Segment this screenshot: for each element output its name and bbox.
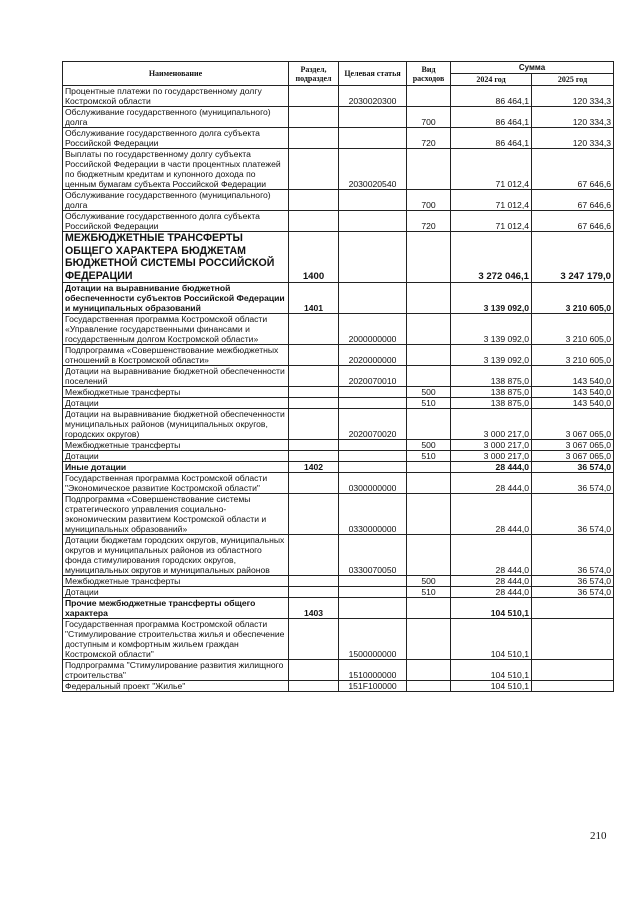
- row-type: 510: [407, 451, 451, 462]
- table-body: [63, 86, 614, 692]
- row-name: Дотации: [63, 451, 289, 462]
- row-type: [407, 283, 451, 314]
- row-sum-2025: 36 574,0: [532, 473, 614, 494]
- row-type: [407, 462, 451, 473]
- row-type: 510: [407, 587, 451, 598]
- row-target: 2020070020: [339, 409, 407, 440]
- table-row: [63, 619, 614, 660]
- row-name: Подпрограмма "Стимулирование развития жилищного строительства": [63, 660, 289, 681]
- header-2025: 2025 год: [532, 74, 614, 86]
- row-sum-2024: 3 272 046,1: [451, 232, 532, 283]
- row-type: [407, 681, 451, 692]
- row-section: [289, 86, 339, 107]
- row-sum-2025: [532, 619, 614, 660]
- table-row: [63, 345, 614, 366]
- row-name: Прочие межбюджетные трансферты общего характера: [63, 598, 289, 619]
- row-sum-2024: 28 444,0: [451, 494, 532, 535]
- row-sum-2024: 138 875,0: [451, 398, 532, 409]
- row-target: [339, 440, 407, 451]
- row-sum-2025: 120 334,3: [532, 86, 614, 107]
- row-sum-2025: 3 247 179,0: [532, 232, 614, 283]
- row-type: [407, 660, 451, 681]
- row-target: [339, 283, 407, 314]
- row-type: [407, 598, 451, 619]
- header-section: Раздел, подраздел: [289, 62, 339, 86]
- row-sum-2024: 86 464,1: [451, 86, 532, 107]
- row-section: [289, 494, 339, 535]
- row-name: Дотации: [63, 398, 289, 409]
- row-target: 2030020540: [339, 149, 407, 190]
- table-row: [63, 462, 614, 473]
- row-type: [407, 232, 451, 283]
- row-sum-2024: 3 139 092,0: [451, 345, 532, 366]
- header-name: Наименование: [63, 62, 289, 86]
- row-name: Межбюджетные трансферты: [63, 387, 289, 398]
- row-sum-2025: 120 334,3: [532, 107, 614, 128]
- row-sum-2024: 28 444,0: [451, 576, 532, 587]
- table-row: [63, 681, 614, 692]
- table-row: [63, 232, 614, 283]
- row-sum-2024: 71 012,4: [451, 211, 532, 232]
- row-sum-2024: 71 012,4: [451, 190, 532, 211]
- row-section: [289, 128, 339, 149]
- row-target: 1510000000: [339, 660, 407, 681]
- row-target: 0330000000: [339, 494, 407, 535]
- row-sum-2025: 143 540,0: [532, 398, 614, 409]
- table-row: [63, 440, 614, 451]
- row-type: 500: [407, 387, 451, 398]
- row-section: [289, 314, 339, 345]
- row-type: [407, 473, 451, 494]
- row-sum-2024: 71 012,4: [451, 149, 532, 190]
- row-sum-2025: 67 646,6: [532, 190, 614, 211]
- row-target: 0330070050: [339, 535, 407, 576]
- row-section: [289, 345, 339, 366]
- row-sum-2024: 104 510,1: [451, 681, 532, 692]
- row-section: [289, 451, 339, 462]
- row-section: [289, 211, 339, 232]
- row-sum-2025: 67 646,6: [532, 211, 614, 232]
- row-name: Обслуживание государственного (муниципального) долга: [63, 107, 289, 128]
- header-type: Вид расходов: [407, 62, 451, 86]
- row-type: 720: [407, 128, 451, 149]
- row-target: [339, 211, 407, 232]
- row-target: [339, 462, 407, 473]
- row-section: [289, 473, 339, 494]
- row-type: 700: [407, 190, 451, 211]
- row-name: Дотации на выравнивание бюджетной обеспеченности поселений: [63, 366, 289, 387]
- row-sum-2025: 36 574,0: [532, 576, 614, 587]
- row-target: 1500000000: [339, 619, 407, 660]
- row-type: 500: [407, 576, 451, 587]
- row-type: [407, 494, 451, 535]
- row-target: 2020070010: [339, 366, 407, 387]
- row-sum-2024: 86 464,1: [451, 128, 532, 149]
- row-type: [407, 345, 451, 366]
- row-target: [339, 232, 407, 283]
- row-sum-2025: 3 210 605,0: [532, 345, 614, 366]
- row-type: [407, 409, 451, 440]
- row-section: [289, 619, 339, 660]
- row-name: Подпрограмма «Совершенствование межбюджетных отношений в Костромской области»: [63, 345, 289, 366]
- row-name: Обслуживание государственного долга субъекта Российской Федерации: [63, 128, 289, 149]
- table-row: [63, 128, 614, 149]
- row-target: [339, 398, 407, 409]
- row-sum-2024: 104 510,1: [451, 660, 532, 681]
- row-sum-2024: 3 139 092,0: [451, 283, 532, 314]
- row-sum-2024: 28 444,0: [451, 587, 532, 598]
- row-target: 0300000000: [339, 473, 407, 494]
- row-type: 720: [407, 211, 451, 232]
- table-row: [63, 494, 614, 535]
- row-target: [339, 190, 407, 211]
- row-name: Процентные платежи по государственному долгу Костромской области: [63, 86, 289, 107]
- table-row: [63, 398, 614, 409]
- row-section: [289, 387, 339, 398]
- row-sum-2025: 3 067 065,0: [532, 451, 614, 462]
- row-name: Подпрограмма «Совершенствование системы стратегического управления социально-экономическим развитием Костромской области и муниципальных образований»: [63, 494, 289, 535]
- row-sum-2025: 143 540,0: [532, 366, 614, 387]
- table-row: [63, 473, 614, 494]
- row-sum-2025: 3 067 065,0: [532, 440, 614, 451]
- row-section: [289, 107, 339, 128]
- table-row: [63, 107, 614, 128]
- row-sum-2025: [532, 681, 614, 692]
- row-type: 700: [407, 107, 451, 128]
- row-name: Выплаты по государственному долгу субъекта Российской Федерации в части процентных платежей по бюджетным кредитам и купонного дохода по ценным бумагам субъекта Российской Федерации: [63, 149, 289, 190]
- row-sum-2025: 3 067 065,0: [532, 409, 614, 440]
- row-name: Государственная программа Костромской области «Управление государственными финансами и государственным долгом Костромской области»: [63, 314, 289, 345]
- table-row: [63, 598, 614, 619]
- row-target: [339, 587, 407, 598]
- row-name: Межбюджетные трансферты: [63, 440, 289, 451]
- row-sum-2025: 67 646,6: [532, 149, 614, 190]
- row-sum-2024: 138 875,0: [451, 387, 532, 398]
- row-name: Дотации на выравнивание бюджетной обеспеченности субъектов Российской Федерации и муниципальных образований: [63, 283, 289, 314]
- row-sum-2024: 104 510,1: [451, 598, 532, 619]
- table-row: [63, 283, 614, 314]
- row-type: [407, 366, 451, 387]
- row-section: [289, 190, 339, 211]
- row-type: 500: [407, 440, 451, 451]
- row-sum-2024: 138 875,0: [451, 366, 532, 387]
- row-section: [289, 398, 339, 409]
- row-target: [339, 387, 407, 398]
- row-type: 510: [407, 398, 451, 409]
- header-2024: 2024 год: [451, 74, 532, 86]
- row-sum-2025: 36 574,0: [532, 535, 614, 576]
- row-name: Обслуживание государственного (муниципального) долга: [63, 190, 289, 211]
- row-sum-2024: 3 000 217,0: [451, 440, 532, 451]
- row-sum-2024: 28 444,0: [451, 462, 532, 473]
- row-sum-2024: 3 000 217,0: [451, 409, 532, 440]
- row-type: [407, 535, 451, 576]
- row-target: [339, 451, 407, 462]
- header-target: Целевая статья: [339, 62, 407, 86]
- row-target: [339, 598, 407, 619]
- table-row: [63, 211, 614, 232]
- row-name: Обслуживание государственного долга субъекта Российской Федерации: [63, 211, 289, 232]
- row-sum-2025: [532, 598, 614, 619]
- table-row: [63, 314, 614, 345]
- row-target: 2020000000: [339, 345, 407, 366]
- row-target: [339, 107, 407, 128]
- row-type: [407, 314, 451, 345]
- budget-table: [62, 61, 614, 692]
- row-sum-2025: 3 210 605,0: [532, 283, 614, 314]
- table-row: [63, 660, 614, 681]
- row-target: 151F100000: [339, 681, 407, 692]
- table-row: [63, 576, 614, 587]
- row-section: [289, 576, 339, 587]
- row-name: Дотации на выравнивание бюджетной обеспеченности муниципальных районов (муниципальных округов, городских округов): [63, 409, 289, 440]
- page-number: 210: [590, 830, 607, 842]
- row-section: [289, 366, 339, 387]
- row-sum-2025: 36 574,0: [532, 587, 614, 598]
- row-sum-2024: 28 444,0: [451, 473, 532, 494]
- row-target: 2000000000: [339, 314, 407, 345]
- row-sum-2024: 28 444,0: [451, 535, 532, 576]
- row-name: Государственная программа Костромской области "Стимулирование строительства жилья и обеспечение доступным и комфортным жильем граждан Костромской области": [63, 619, 289, 660]
- row-sum-2025: 120 334,3: [532, 128, 614, 149]
- row-sum-2025: 143 540,0: [532, 387, 614, 398]
- table-row: [63, 409, 614, 440]
- table-row: [63, 587, 614, 598]
- row-sum-2024: 104 510,1: [451, 619, 532, 660]
- row-section: [289, 681, 339, 692]
- row-sum-2024: 86 464,1: [451, 107, 532, 128]
- row-sum-2024: 3 139 092,0: [451, 314, 532, 345]
- row-section: [289, 440, 339, 451]
- row-section: [289, 149, 339, 190]
- row-section: 1401: [289, 283, 339, 314]
- row-name: Дотации: [63, 587, 289, 598]
- row-sum-2025: 36 574,0: [532, 462, 614, 473]
- row-section: [289, 535, 339, 576]
- row-section: 1403: [289, 598, 339, 619]
- row-name: Межбюджетные трансферты: [63, 576, 289, 587]
- table-row: [63, 149, 614, 190]
- row-name: Иные дотации: [63, 462, 289, 473]
- row-sum-2025: [532, 660, 614, 681]
- row-name: Дотации бюджетам городских округов, муниципальных округов и муниципальных районов из областного фонда стимулирования городских округов, муниципальных округов и муниципальных районов: [63, 535, 289, 576]
- table-row: [63, 190, 614, 211]
- row-target: 2030020300: [339, 86, 407, 107]
- table-row: [63, 451, 614, 462]
- row-type: [407, 619, 451, 660]
- table-row: [63, 387, 614, 398]
- row-sum-2025: 36 574,0: [532, 494, 614, 535]
- row-section: [289, 587, 339, 598]
- row-target: [339, 576, 407, 587]
- row-sum-2024: 3 000 217,0: [451, 451, 532, 462]
- row-name: МЕЖБЮДЖЕТНЫЕ ТРАНСФЕРТЫ ОБЩЕГО ХАРАКТЕРА БЮДЖЕТАМ БЮДЖЕТНОЙ СИСТЕМЫ РОССИЙСКОЙ ФЕДЕРАЦИИ: [63, 232, 289, 283]
- row-section: [289, 409, 339, 440]
- row-sum-2025: 3 210 605,0: [532, 314, 614, 345]
- row-section: 1402: [289, 462, 339, 473]
- table-row: [63, 366, 614, 387]
- table-row: [63, 535, 614, 576]
- row-name: Федеральный проект "Жилье": [63, 681, 289, 692]
- row-type: [407, 86, 451, 107]
- table-row: [63, 86, 614, 107]
- row-name: Государственная программа Костромской области "Экономическое развитие Костромской области": [63, 473, 289, 494]
- row-target: [339, 128, 407, 149]
- header-sum: Сумма: [451, 62, 614, 74]
- row-section: 1400: [289, 232, 339, 283]
- row-section: [289, 660, 339, 681]
- row-type: [407, 149, 451, 190]
